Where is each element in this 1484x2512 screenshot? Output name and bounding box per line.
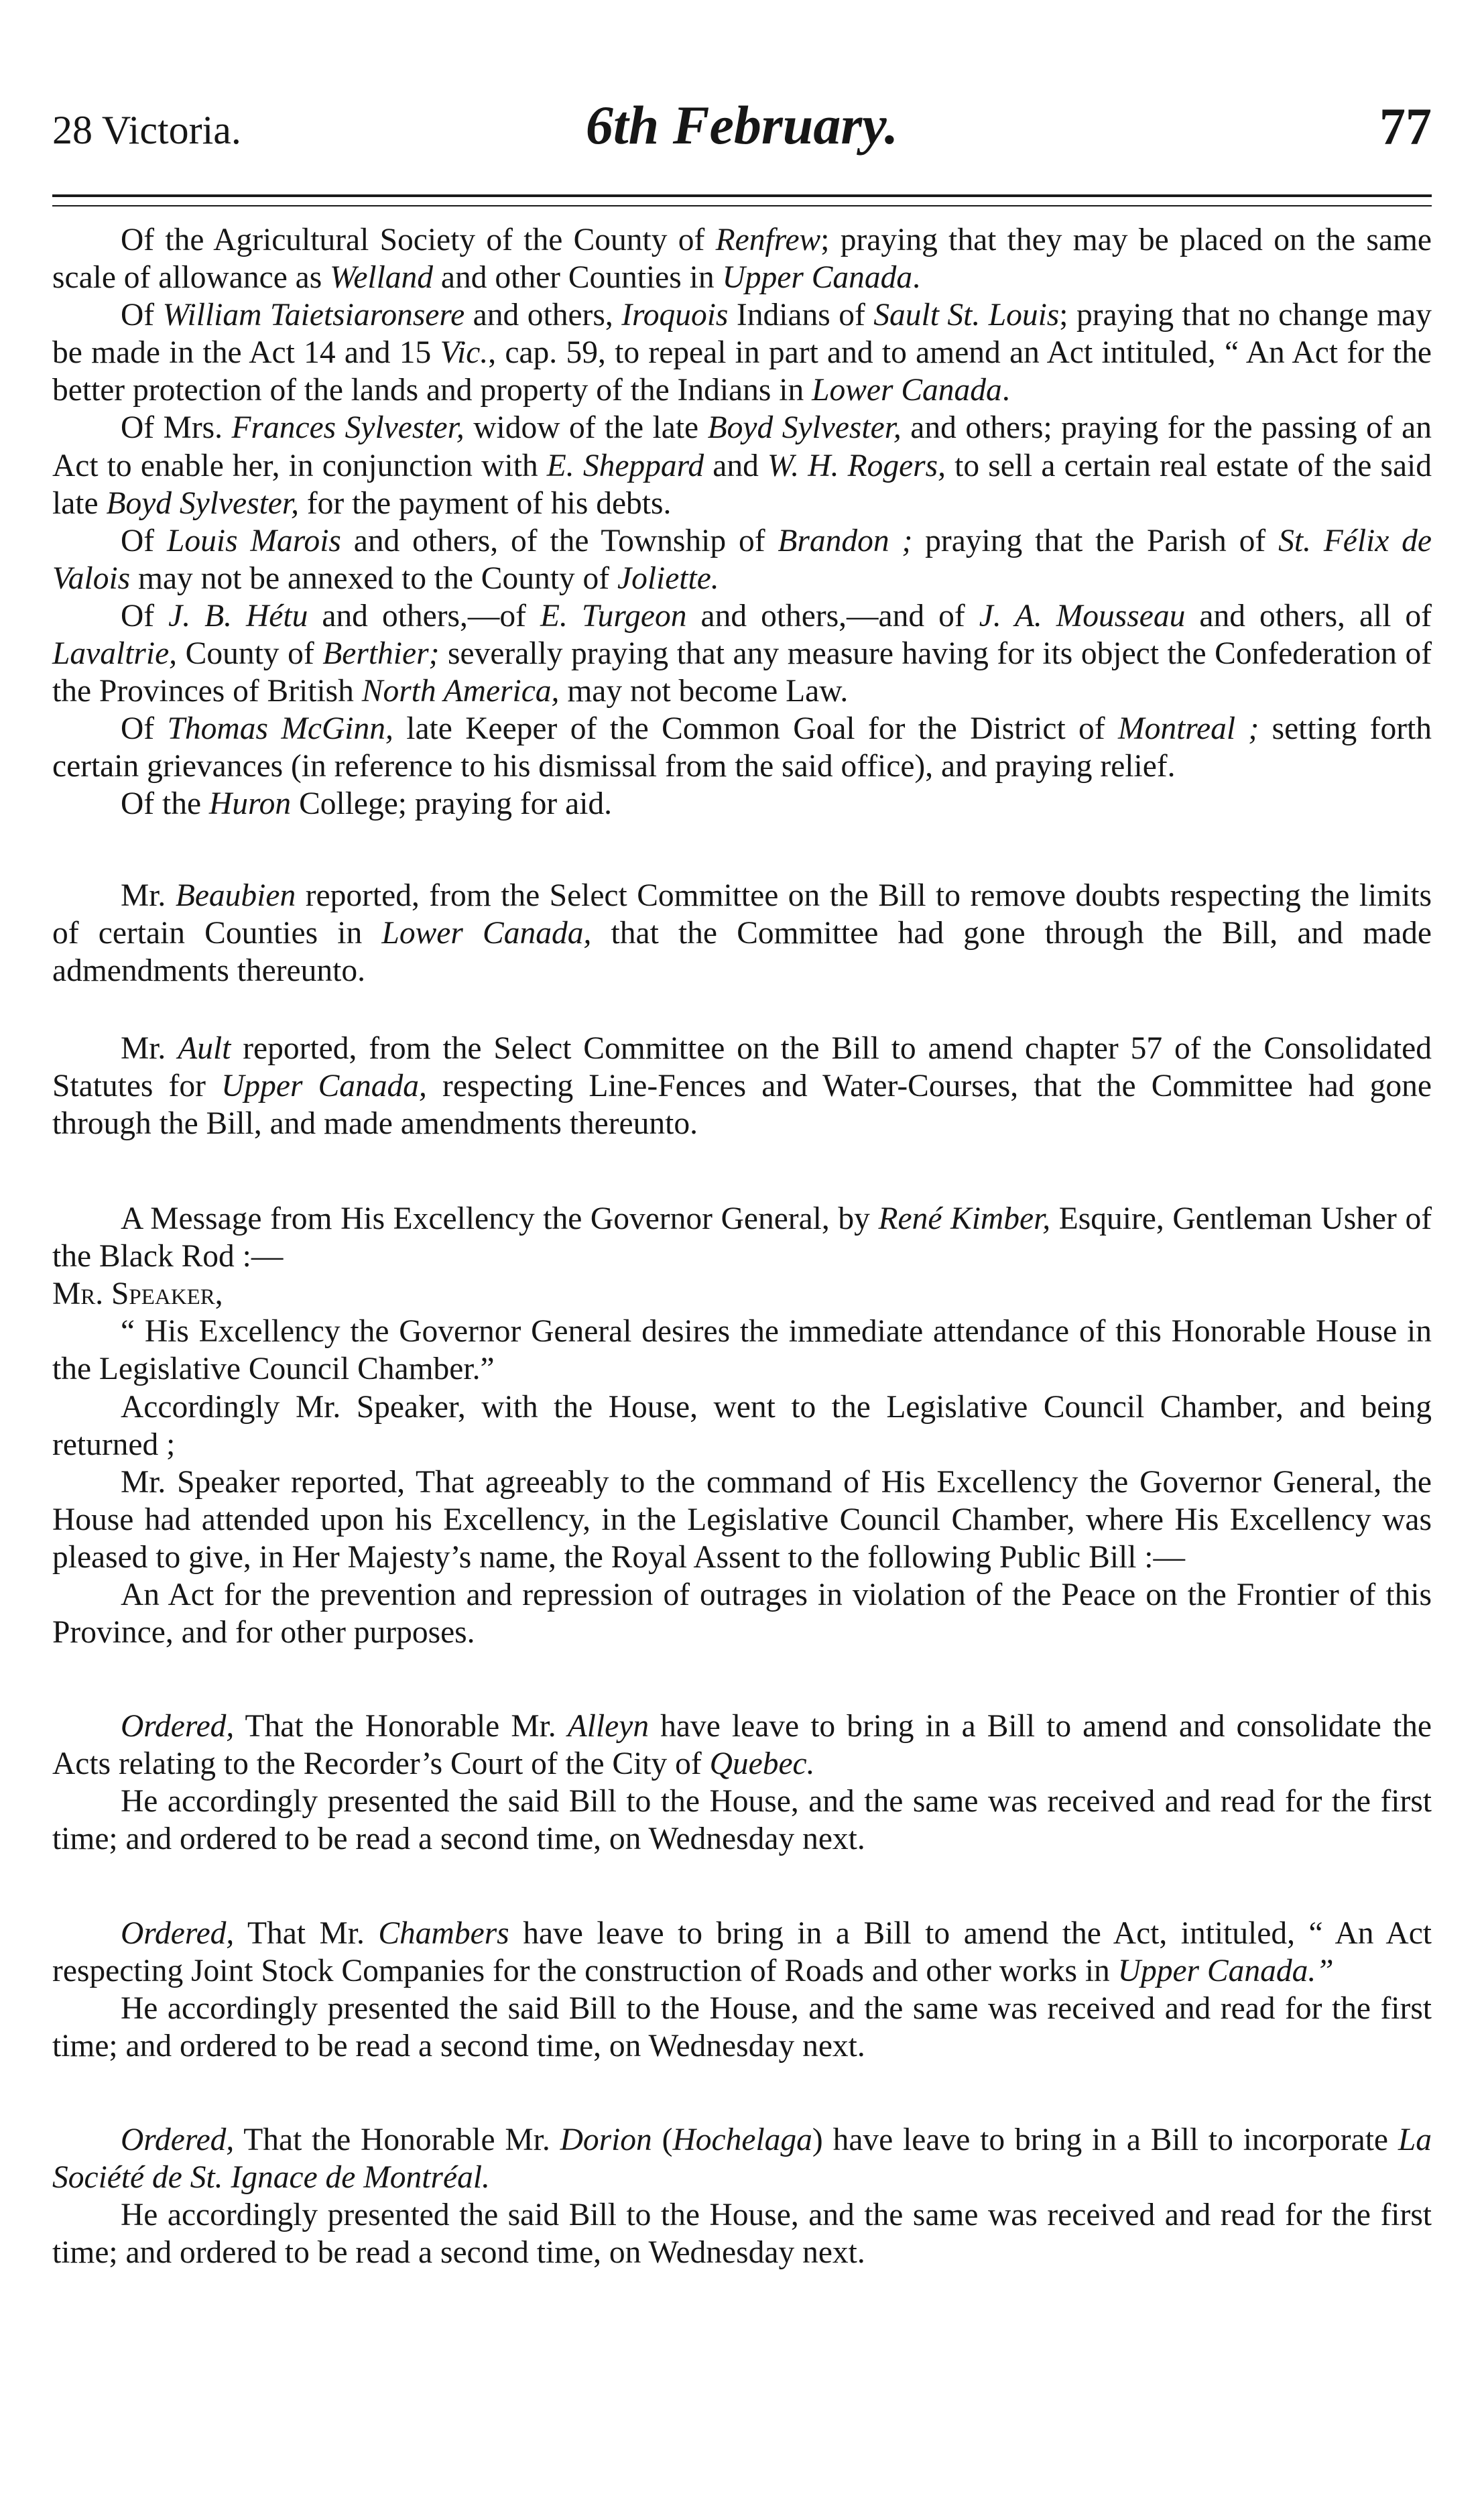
message-paragraph: Accordingly Mr. Speaker, with the House, went to the Legislative Council Chamber, and being returned ; [52,1389,1432,1462]
petition-paragraph: Of the Agricultural Society of the County of Renfrew; praying that they may be placed on the same scale of allowance as Welland and other Counties in Upper Canada. [52,223,1432,296]
petition-paragraph: Of William Taietsiaronsere and others, Iroquois Indians of Sault St. Louis; praying that no change may be made in the Act 14 and 15 Vic., cap. 59, to repeal in part and to amend an Act intituled, “ An Act for the better protection of the lands and property of the Indians in Lower Canada. [52,298,1432,408]
public-bill-title: An Act for the prevention and repression of outrages in violation of the Peace on the Frontier of this Province, and for other purposes. [52,1577,1432,1651]
bill-presented-paragraph: He accordingly presented the said Bill to the House, and the same was received and read for the first time; and ordered to be read a second time, on Wednesday next. [52,1990,1432,2064]
page-number: 77 [1379,97,1432,156]
header-rule [52,194,1432,197]
petition-paragraph: Of Thomas McGinn, late Keeper of the Common Goal for the District of Montreal ; setting forth certain grievances (in reference to his dismissal from the said office), and praying relief. [52,711,1432,784]
message-text-paragraph: “ His Excellency the Governor General desires the immediate attendance of this Honorable House in the Legislative Council Chamber.” [52,1314,1432,1387]
order-paragraph: Ordered, That Mr. Chambers have leave to bring in a Bill to amend the Act, intituled, “ An Act respecting Joint Stock Companies for the construction of Roads and other works in Upper Canada.” [52,1915,1432,1988]
bill-presented-paragraph: He accordingly presented the said Bill to the House, and the same was received and read for the first time; and ordered to be read a second time, on Wednesday next. [52,2198,1432,2271]
message-paragraph: Mr. Speaker reported, That agreeably to the command of His Excellency the Governor General, the House had attended upon his Excellency, in the Legislative Council Chamber, where His Excellency was pleased to give, in Her Majesty’s name, the Royal Assent to the following Public Bill :— [52,1464,1432,1575]
committee-report-paragraph: Mr. Ault reported, from the Select Committee on the Bill to amend chapter 57 of the Consolidated Statutes for Upper Canada, respecting Line-Fences and Water-Courses, that the Committee had gone through the Bill, and made amendments thereunto. [52,1030,1432,1141]
journal-body [52,221,1432,2271]
bill-presented-paragraph: He accordingly presented the said Bill to the House, and the same was received and read for the first time; and ordered to be read a second time, on Wednesday next. [52,1784,1432,1857]
page-header [52,94,1432,168]
session-label: 28 Victoria. [52,108,241,152]
page-date: 6th February. [585,95,899,156]
petition-paragraph: Of the Huron College; praying for aid. [121,786,613,822]
petition-paragraph: Of Mrs. Frances Sylvester, widow of the late Boyd Sylvester, and others; praying for the passing of an Act to enable her, in conjunction with E. Sheppard and W. H. Rogers, to sell a certain real estate of the said late Boyd Sylvester, for the payment of his debts. [52,410,1432,521]
petition-paragraph: Of Louis Marois and others, of the Township of Brandon ; praying that the Parish of St. Félix de Valois may not be annexed to the County of Joliette. [52,523,1432,596]
header-rule-thin [52,205,1432,206]
speaker-address: Mr. Speaker, [52,1276,223,1312]
message-intro-paragraph: A Message from His Excellency the Governor General, by René Kimber, Esquire, Gentleman Usher of the Black Rod :— [52,1201,1432,1274]
committee-report-paragraph: Mr. Beaubien reported, from the Select Committee on the Bill to remove doubts respecting the limits of certain Counties in Lower Canada, that the Committee had gone through the Bill, and made admendments thereunto. [52,878,1432,988]
order-paragraph: Ordered, That the Honorable Mr. Dorion (Hochelaga) have leave to bring in a Bill to incorporate La Société de St. Ignace de Montréal. [52,2122,1432,2196]
petition-paragraph: Of J. B. Hétu and others,—of E. Turgeon and others,—and of J. A. Mousseau and others, all of Lavaltrie, County of Berthier; severally praying that any measure having for its object the Confederation of the Provinces of British North America, may not become Law. [52,598,1432,709]
order-paragraph: Ordered, That the Honorable Mr. Alleyn have leave to bring in a Bill to amend and consolidate the Acts relating to the Recorder’s Court of the City of Quebec. [52,1709,1432,1782]
